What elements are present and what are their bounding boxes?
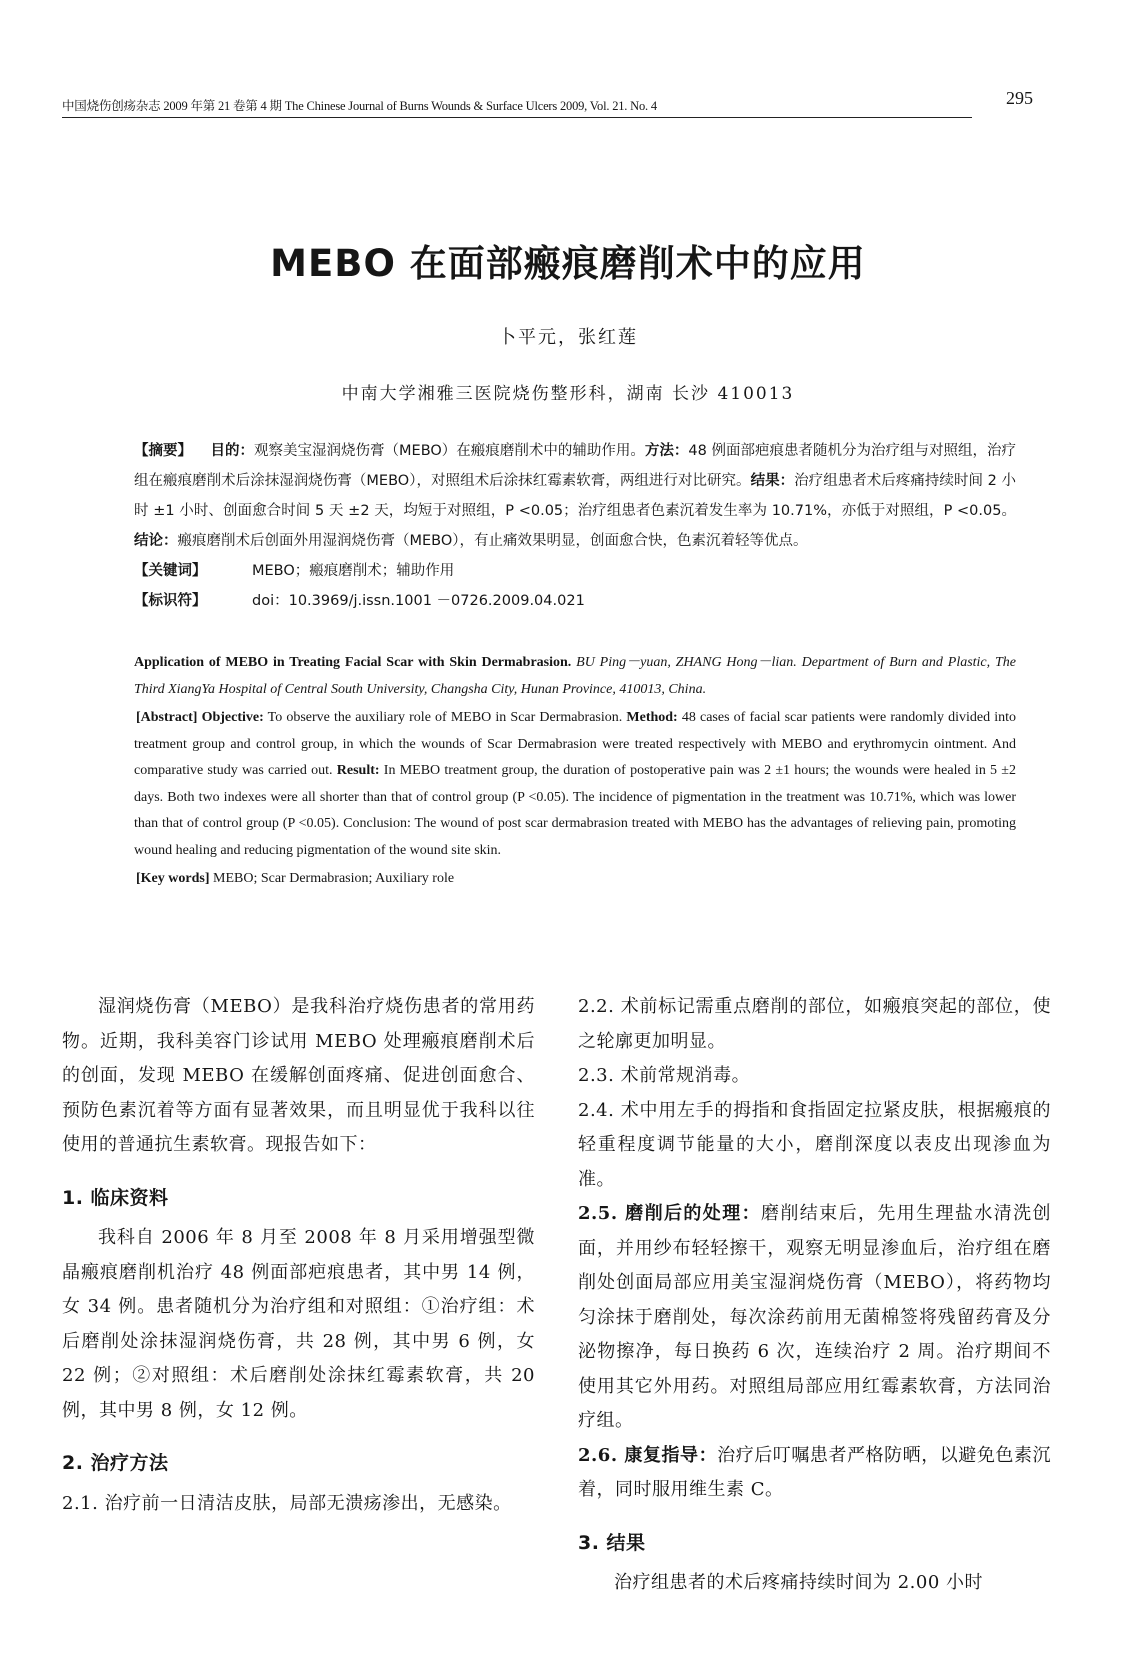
identifier-label: 【标识符】 — [134, 593, 207, 609]
english-keywords-label: [Key words] — [136, 871, 210, 886]
running-head: 中国烧伤创疡杂志 2009 年第 21 卷第 4 期 The Chinese Journal of Burns Wounds & Surface Ulcers 2009, Vol. 21. No. 4 — [62, 96, 972, 118]
keywords-text: MEBO；瘢痕磨削术；辅助作用 — [252, 563, 455, 579]
method-text: 48 例面部疤痕患者随机分为治疗组与对照组，治疗组在瘢痕磨削术后涂抹湿润烧伤膏（MEBO），对照组术后涂抹红霉素软膏，两组进行对比研究。 — [134, 443, 1017, 489]
english-objective-label: Objective: — [201, 710, 264, 725]
body-left-column — [62, 990, 535, 1521]
item-2-6-label: 2.6. 康复指导： — [578, 1444, 718, 1466]
item-2-4: 2.4. 术中用左手的拇指和食指固定拉紧皮肤，根据瘢痕的轻重程度调节能量的大小，磨削深度以表皮出现渗血为准。 — [578, 1099, 1051, 1190]
item-2-1: 2.1. 治疗前一日清洁皮肤，局部无溃疡渗出，无感染。 — [62, 1492, 512, 1514]
section-3-text: 治疗组患者的术后疼痛持续时间为 2.00 小时 — [614, 1572, 984, 1593]
keywords-label: 【关键词】 — [134, 563, 207, 579]
intro-paragraph: 湿润烧伤膏（MEBO）是我科治疗烧伤患者的常用药物。近期，我科美容门诊试用 MEBO 处理瘢痕磨削术后的创面，发现 MEBO 在缓解创面疼痛、促进创面愈合、预防色素沉着等方面有显著效果，而且明显优于我科以往使用的普通抗生素软膏。现报告如下： — [62, 996, 535, 1155]
section-3-heading: 3. 结果 — [578, 1531, 646, 1554]
english-result: In MEBO treatment group, the duration of postoperative pain was 2 ±1 hours; the wounds were healed in 5 ±2 days. Both two indexes were all shorter than that of control group (P <0.05). The incidence of pigmentation in the treatment was 10.71%, which was lower than that of control group (P <0.05). Conclusion: The wound of post scar dermabrasion treated with MEBO has the advantages of relieving pain, promoting wound healing and reducing pigmentation of the wound site skin. — [134, 763, 1016, 858]
abstract-paragraph — [134, 436, 1016, 556]
item-2-2: 2.2. 术前标记需重点磨削的部位，如瘢痕突起的部位，使之轮廓更加明显。 — [578, 996, 1051, 1052]
item-2-3: 2.3. 术前常规消毒。 — [578, 1065, 751, 1086]
objective-text: 观察美宝湿润烧伤膏（MEBO）在瘢痕磨削术中的辅助作用。 — [253, 443, 645, 459]
result-label: 结果： — [750, 473, 795, 489]
body-right-column — [578, 990, 1051, 1601]
affiliation: 中南大学湘雅三医院烧伤整形科，湖南 长沙 410013 — [341, 384, 795, 404]
section-1-text: 我科自 2006 年 8 月至 2008 年 8 月采用增强型微晶瘢痕磨削机治疗 48 例面部疤痕患者，其中男 14 例，女 34 例。患者随机分为治疗组和对照组：①治疗组：术后磨削处涂抹湿润烧伤膏，共 28 例，其中男 6 例，女 22 例；②对照组：术后磨削处涂抹红霉素软膏，共 20 例，其中男 8 例，女 12 例。 — [62, 1227, 535, 1421]
conclusion-label: 结论： — [134, 533, 178, 549]
english-abstract-label: [Abstract] — [136, 710, 198, 725]
english-abstract-paragraph — [134, 705, 1016, 864]
identifier-text: doi：10.3969/j.issn.1001 －0726.2009.04.021 — [252, 593, 585, 609]
english-method: 48 cases of facial scar patients were randomly divided into treatment group and control group, in which the wounds of Scar Dermabrasion were treated respectively with MEBO and erythromycin ointment. And comparative study was carried out. — [134, 710, 1017, 778]
paper-title: MEBO 在面部瘢痕磨削术中的应用 — [270, 242, 866, 285]
english-keywords: MEBO; Scar Dermabrasion; Auxiliary role — [209, 871, 455, 886]
keywords-row — [134, 556, 1016, 586]
english-byline: BU Ping－yuan, ZHANG Hong－lian. Department of Burn and Plastic, The Third XiangYa Hospital of Central South University, Changsha City, Hunan Province, 410013, China. — [134, 655, 1016, 697]
section-2-heading: 2. 治疗方法 — [62, 1452, 169, 1474]
objective-label: 目的： — [210, 443, 254, 459]
conclusion-text: 瘢痕磨削术后创面外用湿润烧伤膏（MEBO），有止痛效果明显，创面愈合快，色素沉着轻等优点。 — [177, 533, 808, 549]
method-label: 方法： — [644, 443, 689, 459]
result-text: 治疗组患者术后疼痛持续时间 2 小时 ±1 小时、创面愈合时间 5 天 ±2 天，均短于对照组，P <0.05；治疗组患者色素沉着发生率为 10.71%，亦低于对照组，P <0.05。 — [134, 473, 1016, 519]
page-number: 295 — [1006, 88, 1033, 108]
item-2-5-label: 2.5. 磨削后的处理： — [578, 1203, 761, 1224]
abstract-label: 【摘要】 — [134, 443, 193, 459]
section-1-heading: 1. 临床资料 — [62, 1186, 169, 1209]
english-method-label: Method: — [626, 710, 678, 725]
identifier-row — [134, 586, 1016, 616]
english-title: Application of MEBO in Treating Facial Scar with Skin Dermabrasion. — [134, 655, 572, 670]
item-2-5 — [578, 1197, 1051, 1439]
authors: 卜平元，张红莲 — [498, 327, 638, 348]
english-objective: To observe the auxiliary role of MEBO in Scar Dermabrasion. — [263, 710, 623, 725]
chinese-abstract — [134, 436, 1016, 616]
english-keywords-line — [134, 866, 1016, 893]
english-abstract — [134, 650, 1016, 893]
item-2-6 — [578, 1439, 1051, 1508]
item-2-6-text: 治疗后叮嘱患者严格防晒，以避免色素沉着，同时服用维生素 C。 — [578, 1444, 1051, 1500]
english-title-line — [134, 650, 1016, 703]
item-2-5-text: 磨削结束后，先用生理盐水清洗创面，并用纱布轻轻擦干，观察无明显渗血后，治疗组在磨削处创面局部应用美宝湿润烧伤膏（MEBO），将药物均匀涂抹于磨削处，每次涂药前用无菌棉签将残留药膏及分泌物擦净，每日换药 6 次，连续治疗 2 周。治疗期间不使用其它外用药。对照组局部应用红霉素软膏，方法同治疗组。 — [578, 1203, 1051, 1431]
english-result-label: Result: — [336, 763, 380, 778]
